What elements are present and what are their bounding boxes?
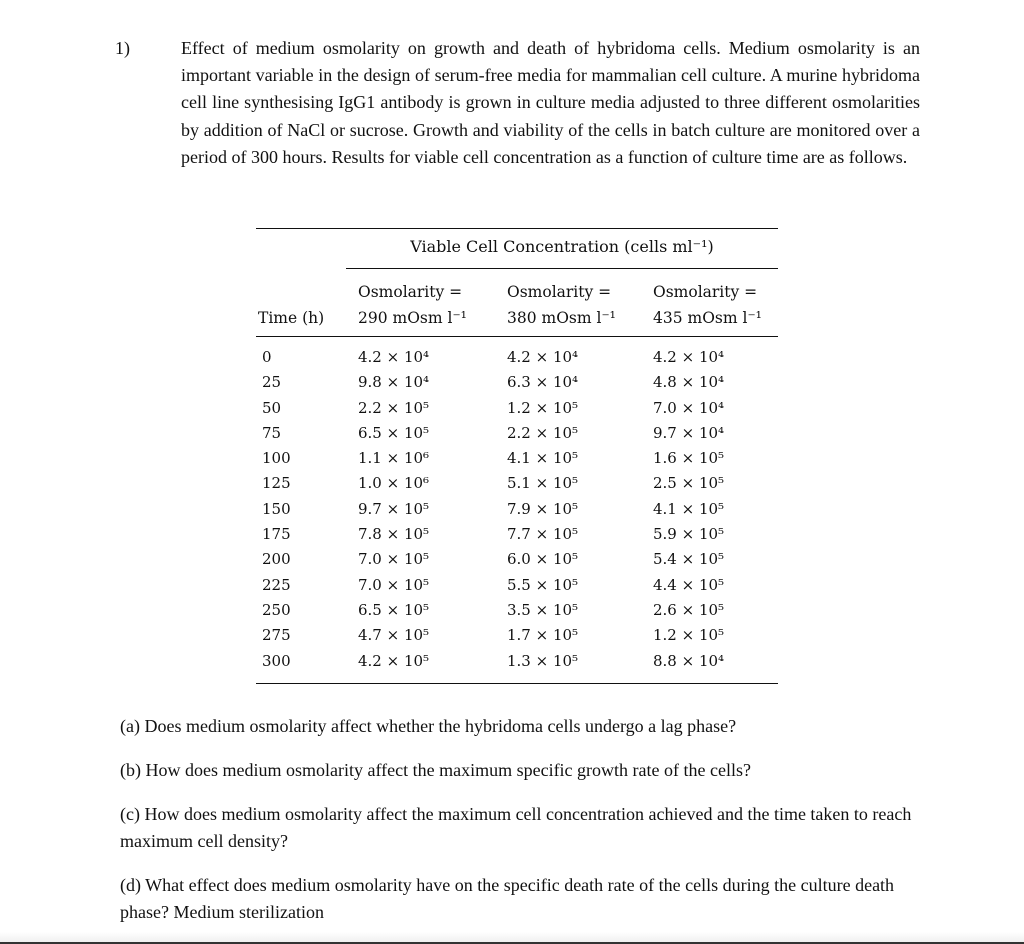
time-cell: 25 bbox=[262, 373, 282, 392]
value-cell-290: 4.7 × 10⁵ bbox=[358, 626, 430, 645]
column-header-line2: 435 mOsm l⁻¹ bbox=[653, 309, 762, 327]
value-cell-290: 7.8 × 10⁵ bbox=[358, 525, 430, 544]
table-title: Viable Cell Concentration (cells ml⁻¹) bbox=[410, 237, 714, 256]
value-cell-435: 2.6 × 10⁵ bbox=[653, 600, 725, 619]
value-cell-435: 8.8 × 10⁴ bbox=[653, 651, 725, 670]
value-cell-290: 2.2 × 10⁵ bbox=[358, 398, 430, 417]
time-cell: 300 bbox=[262, 651, 291, 670]
table-header-rule bbox=[256, 336, 778, 337]
time-cell: 275 bbox=[262, 626, 291, 645]
table-row bbox=[256, 471, 778, 496]
value-cell-290: 1.1 × 10⁶ bbox=[358, 449, 430, 468]
time-cell: 50 bbox=[262, 398, 282, 417]
table-row bbox=[256, 623, 778, 648]
time-cell: 0 bbox=[262, 348, 272, 366]
value-cell-435: 2.5 × 10⁵ bbox=[653, 474, 725, 493]
value-cell-290: 9.7 × 10⁵ bbox=[358, 499, 430, 518]
table-row bbox=[256, 370, 778, 395]
problem-intro bbox=[115, 35, 920, 171]
time-cell: 100 bbox=[262, 449, 291, 468]
column-header-435 bbox=[653, 279, 762, 331]
value-cell-435: 4.2 × 10⁴ bbox=[653, 348, 725, 366]
value-cell-380: 1.7 × 10⁵ bbox=[507, 626, 579, 645]
value-cell-380: 4.1 × 10⁵ bbox=[507, 449, 579, 468]
column-header-line2: 380 mOsm l⁻¹ bbox=[507, 309, 616, 327]
value-cell-435: 5.9 × 10⁵ bbox=[653, 525, 725, 544]
value-cell-380: 5.5 × 10⁵ bbox=[507, 575, 579, 594]
time-cell: 175 bbox=[262, 525, 291, 544]
time-cell: 225 bbox=[262, 575, 291, 594]
value-cell-380: 6.3 × 10⁴ bbox=[507, 373, 579, 392]
value-cell-435: 4.1 × 10⁵ bbox=[653, 499, 725, 518]
value-cell-290: 4.2 × 10⁵ bbox=[358, 651, 430, 670]
value-cell-290: 6.5 × 10⁵ bbox=[358, 423, 430, 442]
problem-text: Effect of medium osmolarity on growth and death of hybridoma cells. Medium osmolarity is an important variable in the design of serum-free media for mammalian cell culture. A murine hybridoma cell line synthesising IgG1 antibody is grown in culture media adjusted to three different osmolarities by addition of NaCl or sucrose. Growth and viability of the cells in batch culture are monitored over a period of 300 hours. Results for viable cell concentration as a function of culture time are as follows. bbox=[181, 38, 920, 167]
table-row bbox=[256, 547, 778, 572]
value-cell-380: 1.3 × 10⁵ bbox=[507, 651, 579, 670]
question-d: (d) What effect does medium osmolarity have on the specific death rate of the cells during the culture death phase? Medium sterilization bbox=[120, 875, 895, 922]
question-c: (c) How does medium osmolarity affect the maximum cell concentration achieved and the time taken to reach maximum cell density? bbox=[120, 804, 912, 851]
table-row bbox=[256, 598, 778, 623]
table-row bbox=[256, 522, 778, 547]
value-cell-380: 3.5 × 10⁵ bbox=[507, 600, 579, 619]
table-spanner-rule bbox=[346, 268, 778, 269]
value-cell-435: 4.8 × 10⁴ bbox=[653, 373, 725, 392]
table-row bbox=[256, 573, 778, 598]
table-row bbox=[256, 649, 778, 674]
time-cell: 250 bbox=[262, 600, 291, 619]
value-cell-290: 7.0 × 10⁵ bbox=[358, 550, 430, 569]
value-cell-435: 1.6 × 10⁵ bbox=[653, 449, 725, 468]
value-cell-435: 1.2 × 10⁵ bbox=[653, 626, 725, 645]
value-cell-380: 4.2 × 10⁴ bbox=[507, 348, 579, 366]
value-cell-380: 1.2 × 10⁵ bbox=[507, 398, 579, 417]
table-row bbox=[256, 446, 778, 471]
table-row bbox=[256, 421, 778, 446]
table-row bbox=[256, 345, 778, 370]
value-cell-380: 5.1 × 10⁵ bbox=[507, 474, 579, 493]
value-cell-380: 7.9 × 10⁵ bbox=[507, 499, 579, 518]
table-body bbox=[256, 345, 778, 674]
table-row bbox=[256, 497, 778, 522]
value-cell-290: 7.0 × 10⁵ bbox=[358, 575, 430, 594]
time-header: Time (h) bbox=[258, 309, 325, 327]
value-cell-435: 4.4 × 10⁵ bbox=[653, 575, 725, 594]
value-cell-380: 6.0 × 10⁵ bbox=[507, 550, 579, 569]
value-cell-380: 7.7 × 10⁵ bbox=[507, 525, 579, 544]
question-a: (a) Does medium osmolarity affect whether the hybridoma cells undergo a lag phase? bbox=[120, 716, 737, 736]
value-cell-290: 1.0 × 10⁶ bbox=[358, 474, 430, 493]
column-header-line1: Osmolarity = bbox=[507, 283, 612, 301]
page-bottom-edge bbox=[0, 932, 1024, 944]
value-cell-290: 6.5 × 10⁵ bbox=[358, 600, 430, 619]
question-b: (b) How does medium osmolarity affect the maximum specific growth rate of the cells? bbox=[120, 760, 751, 780]
time-cell: 75 bbox=[262, 423, 282, 442]
table-top-rule bbox=[256, 228, 778, 229]
time-cell: 125 bbox=[262, 474, 291, 493]
question-list bbox=[120, 713, 920, 943]
table-bottom-rule bbox=[256, 683, 778, 684]
column-header-line1: Osmolarity = bbox=[653, 283, 758, 301]
column-header-290 bbox=[358, 279, 467, 331]
column-header-line2: 290 mOsm l⁻¹ bbox=[358, 309, 467, 327]
time-cell: 150 bbox=[262, 499, 291, 518]
column-header-line1: Osmolarity = bbox=[358, 283, 463, 301]
table-row bbox=[256, 396, 778, 421]
value-cell-290: 4.2 × 10⁴ bbox=[358, 348, 430, 366]
column-header-380 bbox=[507, 279, 616, 331]
value-cell-435: 7.0 × 10⁴ bbox=[653, 398, 725, 417]
value-cell-435: 9.7 × 10⁴ bbox=[653, 423, 725, 442]
time-cell: 200 bbox=[262, 550, 291, 569]
value-cell-435: 5.4 × 10⁵ bbox=[653, 550, 725, 569]
value-cell-290: 9.8 × 10⁴ bbox=[358, 373, 430, 392]
problem-number: 1) bbox=[115, 38, 130, 58]
value-cell-380: 2.2 × 10⁵ bbox=[507, 423, 579, 442]
